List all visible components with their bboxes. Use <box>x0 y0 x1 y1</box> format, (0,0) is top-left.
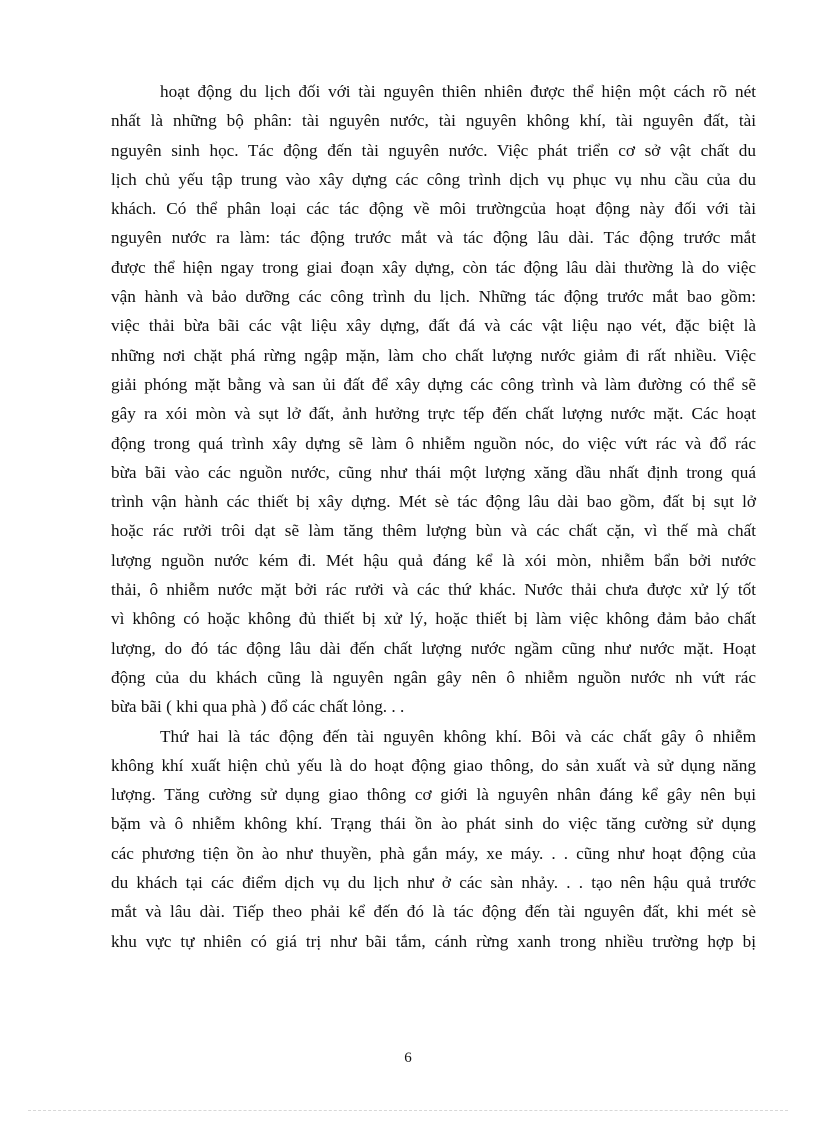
text-line: nhất là những bộ phân: tài nguyên nước, tài nguyên không khí, tài nguyên đất, tài <box>111 111 756 131</box>
page-bottom-divider <box>28 1110 788 1111</box>
text-line: động trong quá trình xây dựng sẽ làm ô nhiễm nguồn nóc, do việc vứt rác và đổ rác <box>111 433 756 453</box>
text-line: không khí xuất hiện chủ yếu là do hoạt động giao thông, do sản xuất và sử dụng năng <box>111 755 756 775</box>
text-line: bừa bãi vào các nguồn nước, cũng như thái một lượng xăng dầu nhất định trong quá <box>111 462 756 482</box>
paragraph <box>111 722 756 956</box>
text-line: khu vực tự nhiên có giá trị như bãi tắm, cánh rừng xanh trong nhiều trường hợp bị <box>111 931 756 951</box>
text-line: nguyên sinh học. Tác động đến tài nguyên nước. Việc phát triển cơ sở vật chất du <box>111 140 756 160</box>
text-line: bặm và ô nhiễm không khí. Trạng thái ồn ào phát sinh do việc tăng cường sử dụng <box>111 814 756 834</box>
text-line: các phương tiện ồn ào như thuyền, phà gắn máy, xe máy. . . cũng như hoạt động của <box>111 843 756 863</box>
text-line: khách. Có thể phân loại các tác động về môi trườngcủa hoạt động này đối với tài <box>111 199 756 219</box>
body-text <box>111 77 756 956</box>
text-line: lượng. Tăng cường sử dụng giao thông cơ giới là nguyên nhân đáng kể gây nên bụi <box>111 785 756 805</box>
text-line: giải phóng mặt bằng và san ủi đất để xây dựng các công trình và làm đường có thể sẽ <box>111 374 756 394</box>
text-line: du khách tại các điểm dịch vụ du lịch như ở các sàn nhảy. . . tạo nên hậu quả trước <box>111 873 756 893</box>
text-line: lượng, do đó tác động lâu dài đến chất lượng nước ngầm cũng như nước mặt. Hoạt <box>111 638 756 658</box>
text-line: được thể hiện ngay trong giai đoạn xây dựng, còn tác động lâu dài thường là do việc <box>111 257 756 277</box>
text-line: Thứ hai là tác động đến tài nguyên không khí. Bôi và các chất gây ô nhiễm <box>160 726 756 746</box>
text-line: hoạt động du lịch đối với tài nguyên thiên nhiên được thể hiện một cách rõ nét <box>160 82 756 101</box>
text-line: động của du khách cũng là nguyên ngân gây nên ô nhiễm nguồn nước nh vứt rác <box>111 667 756 687</box>
text-line: nguyên nước ra làm: tác động trước mắt và tác động lâu dài. Tác động trước mắt <box>111 228 756 248</box>
text-line: vận hành và bảo dưỡng các công trình du lịch. Những tác động trước mắt bao gồm: <box>111 287 756 307</box>
text-line: gây ra xói mòn và sụt lở đất, ảnh hưởng trực tếp đến chất lượng nước mặt. Các hoạt <box>111 404 756 424</box>
text-line: hoặc rác rưởi trôi dạt sẽ làm tăng thêm lượng bùn và các chất cặn, vì thế mà chất <box>111 521 756 541</box>
text-line: mắt và lâu dài. Tiếp theo phải kể đến đó là tác động đến tài nguyên đất, khi mét sè <box>111 902 756 922</box>
page-number: 6 <box>404 1050 412 1066</box>
text-line: việc thải bừa bãi các vật liệu xây dựng, đất đá và các vật liệu nạo vét, đặc biệt là <box>111 316 756 336</box>
text-line: trình vận hành các thiết bị xây dựng. Mét sè tác động lâu dài bao gồm, đất bị sụt lở <box>111 492 756 512</box>
text-line: bừa bãi ( khi qua phà ) đổ các chất lỏng. . . <box>111 697 405 717</box>
text-line: lịch chủ yếu tập trung vào xây dựng các công trình dịch vụ phục vụ nhu cầu của du <box>111 169 756 189</box>
paragraph <box>111 77 756 722</box>
text-line: lượng nguồn nước kém đi. Mét hậu quả đáng kể là xói mòn, nhiễm bẩn bởi nước <box>111 550 756 570</box>
text-line: vì không có hoặc không đủ thiết bị xử lý, hoặc thiết bị làm việc không đảm bảo chất <box>111 609 756 629</box>
text-line: những nơi chặt phá rừng ngập mặn, làm cho chất lượng nước giảm đi rất nhiều. Việc <box>111 345 756 365</box>
text-line: thải, ô nhiễm nước mặt bởi rác rưởi và các thứ khác. Nước thải chưa được xử lý tốt <box>111 580 756 600</box>
